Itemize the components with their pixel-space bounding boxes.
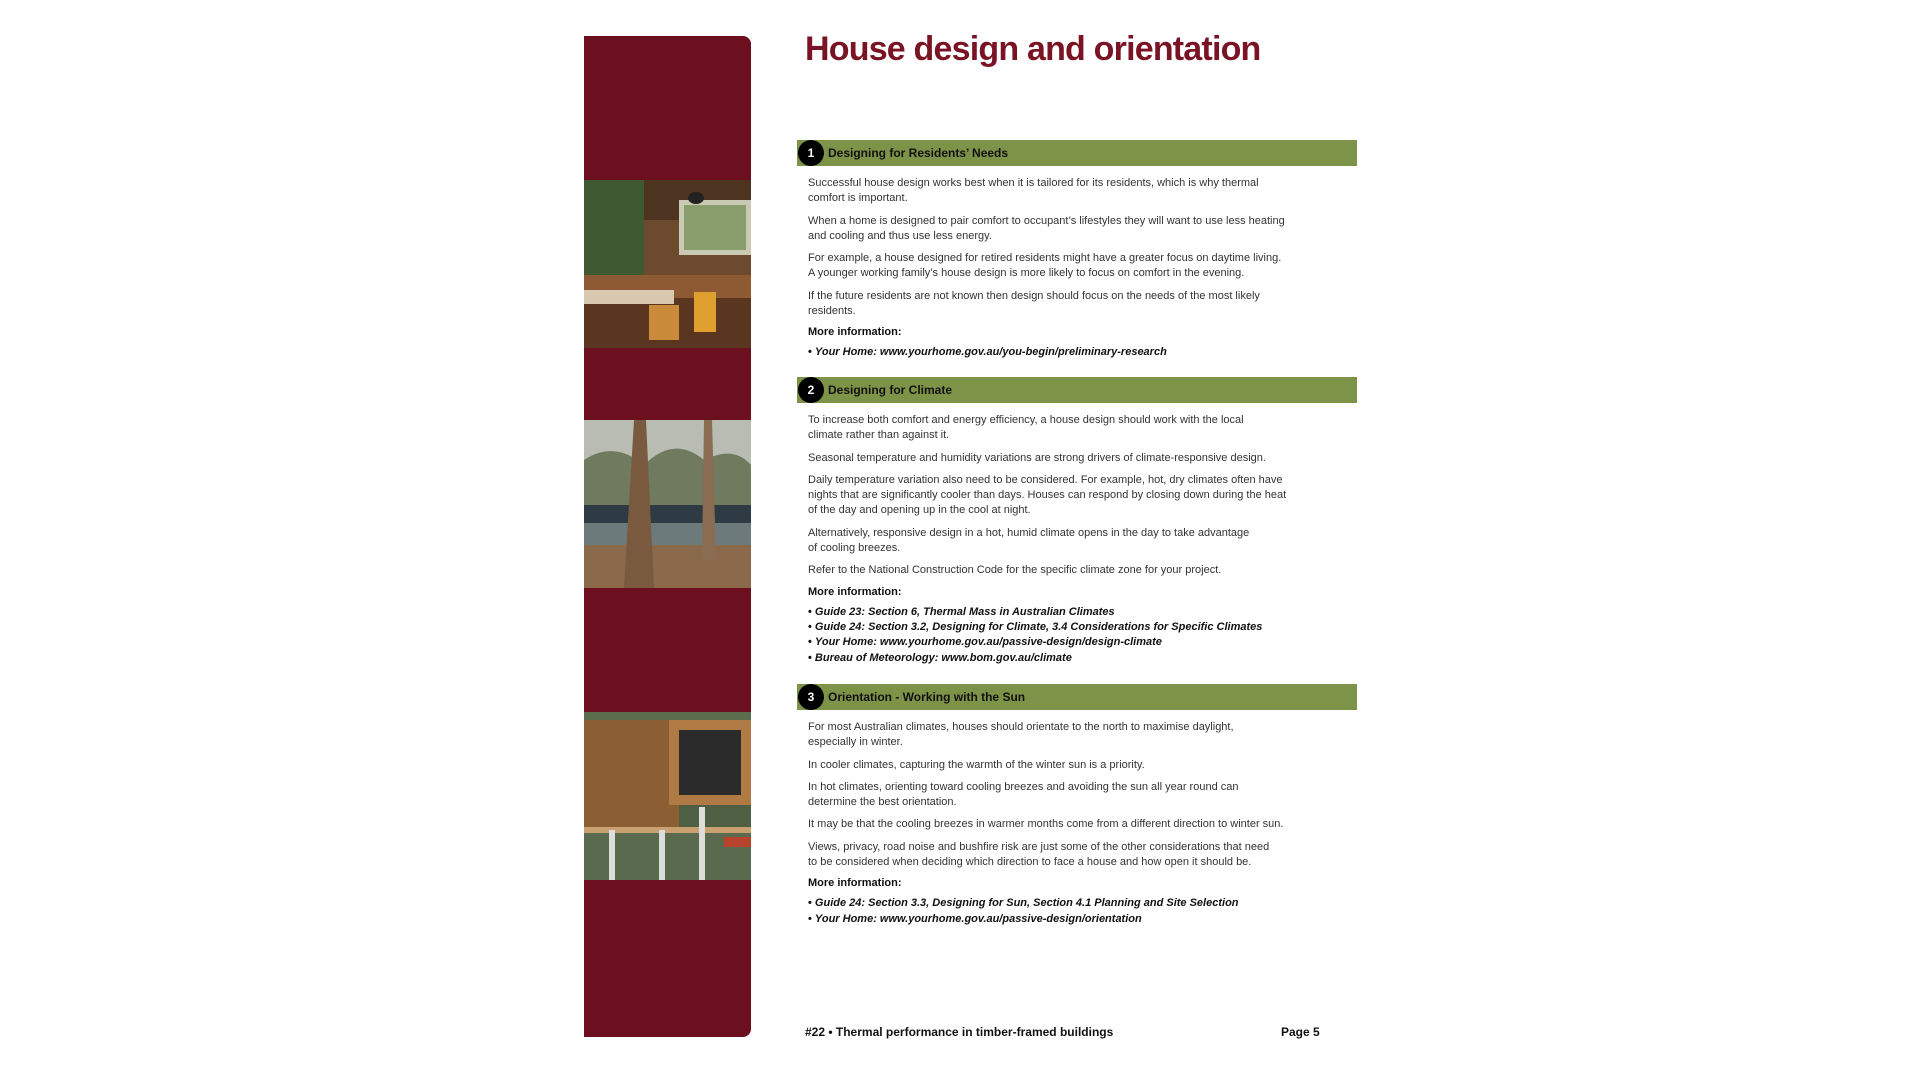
reference-item: • Guide 24: Section 3.3, Designing for Sun, Section 4.1 Planning and Site Selection — [808, 896, 1313, 911]
page-title: House design and orientation — [805, 30, 1261, 68]
paragraph: It may be that the cooling breezes in warmer months come from a different direction to winter sun. — [808, 818, 1284, 831]
paragraph: Seasonal temperature and humidity variations are strong drivers of climate-responsive design. — [808, 451, 1266, 464]
more-information-label: More information: — [808, 877, 902, 890]
paragraph: For most Australian climates, houses should orientate to the north to maximise daylight, especially in winter. — [808, 721, 1234, 749]
section-number-badge: 2 — [798, 377, 824, 403]
section-header — [797, 377, 1357, 403]
section-designing-for-climate — [797, 377, 1357, 666]
page-number: Page 5 — [1281, 1025, 1320, 1039]
reference-item: • Your Home: www.yourhome.gov.au/you-begin/preliminary-research — [808, 345, 1313, 360]
reference-item: • Guide 23: Section 6, Thermal Mass in Australian Climates — [808, 605, 1313, 620]
house-among-trees-photo — [584, 420, 751, 588]
paragraph: Views, privacy, road noise and bushfire risk are just some of the other considerations that need to be considered when deciding which direction to face a house and how open it should be. — [808, 840, 1270, 869]
section-title: Designing for Residents’ Needs — [828, 146, 1009, 160]
sidebar-band — [584, 36, 751, 1037]
section-residents-needs — [797, 140, 1357, 361]
section-title: Designing for Climate — [828, 383, 953, 397]
reference-list — [808, 345, 1313, 360]
paragraph: Successful house design works best when it is tailored for its residents, which is why thermal comfort is important. — [808, 177, 1259, 205]
paragraph: If the future residents are not known then design should focus on the needs of the most likely residents. — [808, 289, 1260, 318]
section-orientation-sun — [797, 684, 1357, 927]
reference-list — [808, 896, 1313, 927]
paragraph: When a home is designed to pair comfort to occupant’s lifestyles they will want to use less heating and cooling and thus use less energy. — [808, 214, 1285, 242]
section-number-badge: 1 — [798, 140, 824, 166]
interior-living-room-photo — [584, 180, 751, 348]
paragraph: To increase both comfort and energy efficiency, a house design should work with the local climate rather than against it. — [808, 414, 1244, 442]
reference-item: • Your Home: www.yourhome.gov.au/passive-design/orientation — [808, 912, 1313, 927]
section-header — [797, 140, 1357, 166]
paragraph: For example, a house designed for retired residents might have a greater focus on daytime living. A younger working family’s house design is more likely to focus on comfort in the evening. — [808, 252, 1282, 280]
footer-document-label: #22 • Thermal performance in timber-framed buildings — [805, 1025, 1114, 1039]
reference-list — [808, 605, 1313, 666]
paragraph: Daily temperature variation also need to be considered. For example, hot, dry climates often have nights that are significantly cooler than days. Houses can respond by closing down during the heat of the day and opening up in the cool at night. — [808, 473, 1287, 517]
reference-item: • Bureau of Meteorology: www.bom.gov.au/climate — [808, 651, 1313, 666]
paragraph: Refer to the National Construction Code for the specific climate zone for your project. — [808, 564, 1222, 577]
section-title: Orientation - Working with the Sun — [828, 690, 1026, 704]
paragraph: In cooler climates, capturing the warmth of the winter sun is a priority. — [808, 758, 1145, 771]
reference-item: • Your Home: www.yourhome.gov.au/passive-design/design-climate — [808, 635, 1313, 650]
reference-item: • Guide 24: Section 3.2, Designing for Climate, 3.4 Considerations for Specific Climates — [808, 620, 1313, 635]
section-header — [797, 684, 1357, 710]
timber-house-on-stilts-photo — [584, 712, 751, 880]
paragraph: In hot climates, orienting toward cooling breezes and avoiding the sun all year round can determine the best orientation. — [808, 780, 1239, 809]
more-information-label: More information: — [808, 585, 902, 598]
section-number-badge: 3 — [798, 684, 824, 710]
paragraph: Alternatively, responsive design in a hot, humid climate opens in the day to take advantage of cooling breezes. — [808, 526, 1250, 555]
more-information-label: More information: — [808, 326, 902, 339]
